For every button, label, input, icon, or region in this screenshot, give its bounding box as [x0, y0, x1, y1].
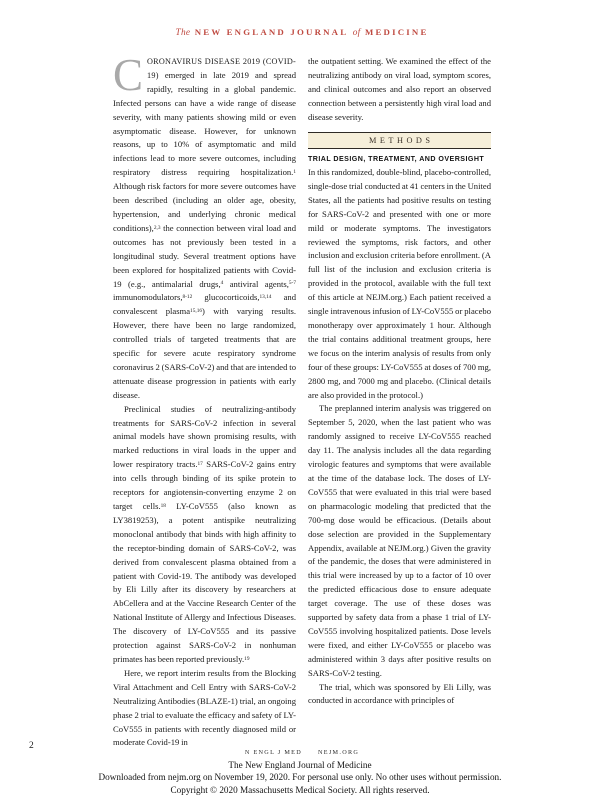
running-foot — [113, 749, 491, 756]
masthead-medicine: MEDICINE — [364, 27, 429, 37]
running-foot-site: NEJM.ORG — [317, 749, 360, 756]
article-body — [113, 50, 491, 750]
preclinical-paragraph: Preclinical studies of neutralizing-antibody treatments for SARS-CoV-2 infection in several animal models have shown promising results, with marked reductions in viral loads in the upper and lower respiratory tracts.$^{17}$ SARS-CoV-2 gains entry into cells through binding of its spike protein to receptors for angiotensin-converting enzyme 2 on target cells.$^{18}$ LY-CoV555 (also known as LY3819253), a potent antispike neutralizing monoclonal antibody that binds with high affinity to the receptor-binding domain of SARS-CoV-2, was derived from convalescent plasma obtained from a patient with Covid-19. The antibody was developed by Eli Lilly after its discovery by researchers at AbCellera and at the Vaccine Research Center of the National Institute of Allergy and Infectious Diseases. The discovery of LY-CoV555 and its passive protection against SARS-CoV-2 in nonhuman primates has been reported previously.$^{19}$ — [113, 403, 297, 664]
footer-download-notice: Downloaded from nejm.org on November 19, 2020. For personal use only. No other uses without permission. — [98, 772, 502, 783]
running-foot-journal: N ENGL J MED — [244, 749, 302, 756]
methods-section-heading: METHODS — [308, 132, 491, 150]
drop-cap: C — [113, 50, 144, 100]
page-number: 2 — [29, 741, 34, 751]
opening-phrase: ORONAVIRUS DISEASE 2019 (COVID-19) — [147, 57, 296, 80]
blaze1-paragraph: Here, we report interim results from the Blocking Viral Attachment and Cell Entry with SARS-CoV-2 Neutralizing Antibodies (BLAZE-1) trial, an ongoing phase 2 trial to evaluate the efficacy and safety of LY-CoV555 in patients with recently diagnosed mild or moderate Covid-19 in — [113, 667, 296, 748]
trial-design-subheading: TRIAL DESIGN, TREATMENT, AND OVERSIGHT — [308, 155, 485, 164]
journal-masthead — [113, 27, 491, 38]
copyright-block — [0, 759, 600, 796]
footer-copyright: Copyright © 2020 Massachusetts Medical Society. All rights reserved. — [170, 784, 430, 795]
sponsor-paragraph: The trial, which was sponsored by Eli Lilly, was conducted in accordance with principles of — [308, 681, 491, 706]
intro-paragraph-text: emerged in late 2019 and spread rapidly, resulting in a global pandemic. Infected persons can have a wide range of disease severity, with many patients showing mild or even asymptomatic disease. However, for unknown reasons, up to 10% of asymptomatic and mild infections lead to more severe outcomes, including respiratory distress requiring hospitalization.$^1$ Although risk factors for more severe outcomes have been described (including an older age, obesity, hypertension, and underlying chronic medical conditions),$^{2,3}$ the connection between viral load and outcomes has not previously been tested in a longitudinal study. Several treatment options have been explored for hospitalized patients with Covid-19 (e.g., antimalarial drugs,$^4$ antiviral agents,$^{5-7}$ immunomodulators,$^{8-12}$ glucocorticoids,$^{13,14}$ and convalescent plasma$^{15,16}$) with varying results. However, there have been no large randomized, controlled trials of targeted treatments that are specific for severe acute respiratory syndrome coronavirus 2 (SARS-CoV-2) and that are intended to attenuate disease progression in patients with early disease. — [113, 69, 296, 400]
footer-journal-name: The New England Journal of Medicine — [228, 760, 372, 770]
left-column — [113, 50, 297, 750]
trial-design-paragraph: In this randomized, double-blind, placebo-controlled, single-dose trial conducted at 41 centers in the United States, all the patients had positive results on testing for SARS-CoV-2 and presented with one or more mild or moderate symptoms. The investigators reviewed the symptoms, risk factors, and other inclusion and exclusion criteria before enrollment. (A full list of the inclusion and exclusion criteria is provided in the protocol, available with the full text of this article at NEJM.org.) Each patient received a single intravenous infusion of LY-CoV555 or placebo monotherapy over approximately 1 hour. Although the trial contains additional treatment groups, here we focus on the interim analysis of results from only four of these groups: LY-CoV555 at doses of 700 mg, 2800 mg, and 7000 mg and placebo. (Clinical details are also provided in the protocol.) — [308, 167, 491, 400]
right-column — [308, 55, 491, 750]
interim-analysis-paragraph: The preplanned interim analysis was triggered on September 5, 2020, when the last patient who was randomly assigned to receive LY-CoV555 reached day 11. The analysis includes all the data regarding virologic features and symptoms that were available at the time of the database lock. The doses of LY-CoV555 that were evaluated in this trial were based on pharmacologic modeling that predicted that the 700-mg dose would be efficacious. (Details about dose selection are provided in the Supplementary Appendix, available at NEJM.org.) Given the gravity of the pandemic, the doses that were administered in this trial were increased by up to a factor of 10 over the predicted efficacious dose to ensure adequate target coverage. The use of these doses was supported by safety data from a phase 1 trial of LY-CoV555 involving hospitalized patients. Dose levels were fixed, and either LY-CoV555 or placebo was administered within 3 days after positive results on SARS-CoV-2 testing. — [308, 403, 491, 678]
continuation-paragraph: the outpatient setting. We examined the effect of the neutralizing antibody on viral load, symptom scores, and clinical outcomes and also report an observed connection between a persistently high viral load and disease severity. — [308, 56, 491, 122]
masthead-of: of — [352, 28, 361, 38]
intro-paragraph — [113, 50, 296, 403]
masthead-the: The — [175, 28, 191, 38]
masthead-new-england-journal: NEW ENGLAND JOURNAL — [194, 27, 349, 37]
